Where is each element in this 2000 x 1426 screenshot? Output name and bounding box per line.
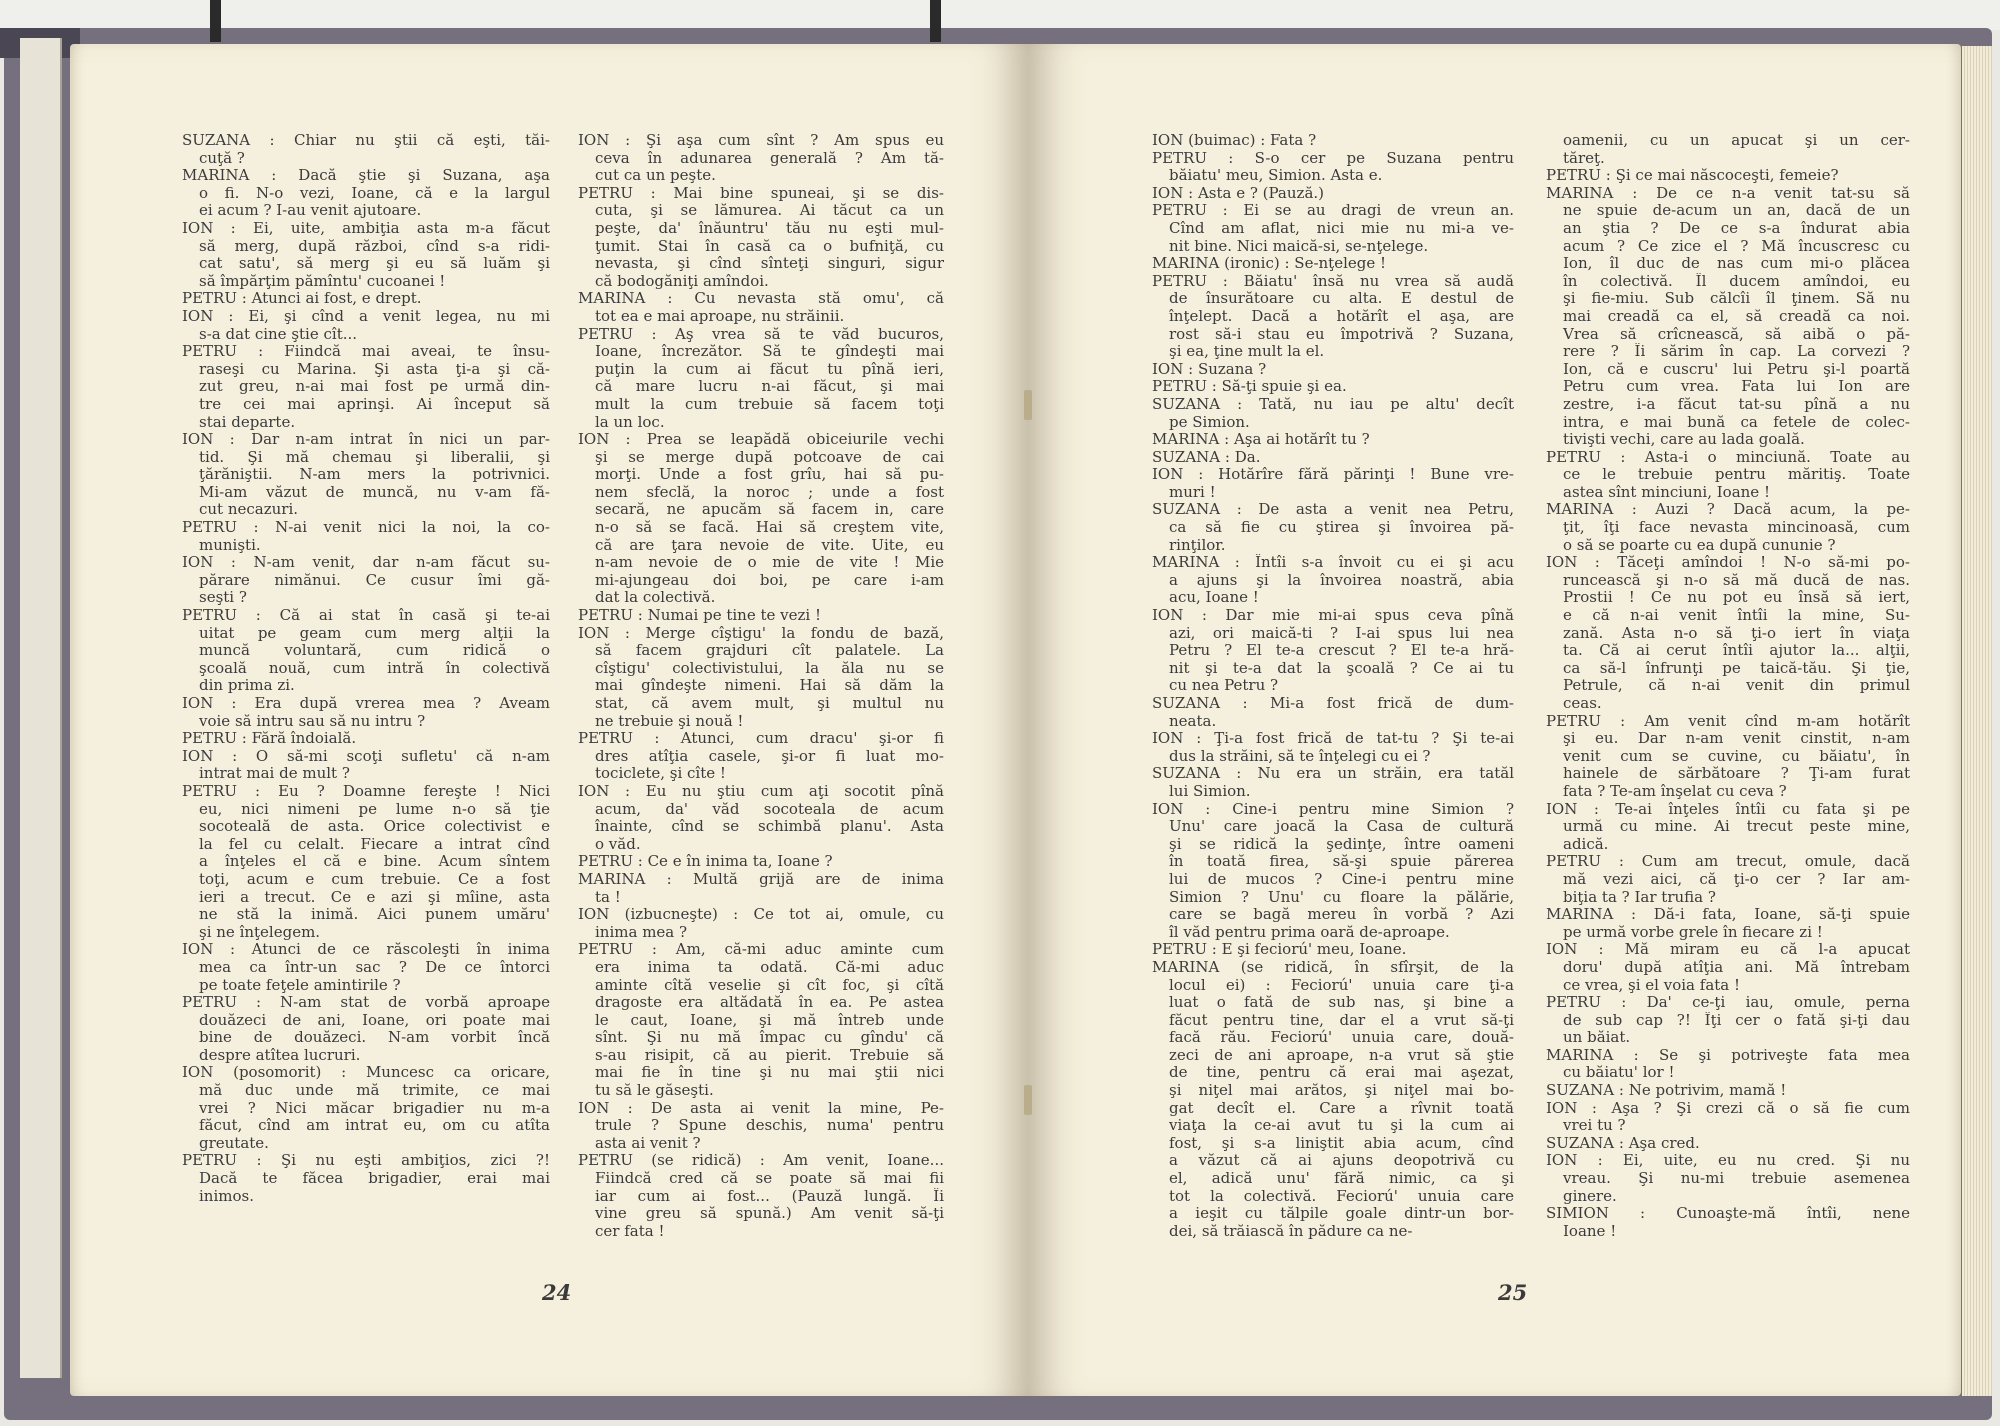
text-line: tid. Şi mă chemau şi liberalii, şi	[199, 448, 550, 466]
text-line: ION (buimac) : Fata ?	[1152, 132, 1317, 149]
text-line: peşte, da' înăuntru' tău nu eşti mul-	[595, 219, 944, 237]
text-line: sînt. Şi nu mă împac cu gîndu' că	[595, 1029, 944, 1047]
text-line: tre cei mai aprinşi. Ai început să	[199, 395, 550, 413]
text-line: ce vrea, şi el voia fata !	[1563, 976, 1741, 994]
text-line: intra, e mai bună ca fetele de colec-	[1563, 413, 1910, 431]
text-line: cat satu', să merg şi eu să luăm şi	[199, 255, 550, 273]
text-line: tăreţ.	[1563, 149, 1605, 167]
text-line: mă vezi aici, că ţi-o cer ? Iar am-	[1563, 870, 1910, 888]
text-line: trule ? Spune deschis, numa' pentru	[595, 1117, 944, 1135]
text-line: an ştia ? De ce s-a îndurat abia	[1563, 219, 1910, 237]
text-line: Vrea să crîcnească, să aibă o pă-	[1563, 325, 1910, 343]
text-line: PETRU : E şi feciorú' meu, Ioane.	[1152, 941, 1407, 959]
text-line: ţit, îţi face nevasta mincinoasă, cum	[1563, 519, 1910, 537]
left-page-stack	[20, 38, 62, 1378]
text-line: înainte, cînd se schimbă planu'. Asta	[595, 818, 944, 836]
text-line: eu, nici nimeni pe lume n-o să ţie	[199, 800, 550, 818]
bookmark-ribbon	[930, 0, 941, 42]
text-line: lui Simion.	[1169, 782, 1251, 800]
text-line: să facem grajduri cît palatele. La	[595, 642, 944, 660]
text-line: că mare lucru n-ai făcut, şi mai	[595, 378, 944, 396]
text-line: zană. Asta n-o să ţi-o iert în viaţa	[1563, 624, 1910, 642]
text-line: stai departe.	[199, 413, 296, 431]
text-line: mult la cum trebuie să facem toţi	[595, 395, 944, 413]
text-line: băiatu' meu, Simion. Asta e.	[1169, 167, 1383, 185]
text-line: ceas.	[1563, 695, 1602, 712]
text-line: PETRU : Atunci ai fost, e drept.	[182, 290, 422, 308]
text-line: cîştigu' colectivistului, la ăla nu se	[595, 659, 944, 677]
text-line: raseşi cu Marina. Şi asta ţi-a şi că-	[199, 360, 550, 378]
text-line: ta !	[595, 888, 621, 906]
text-line: Ioane, încrezător. Să te gîndeşti mai	[595, 343, 944, 361]
text-line: ţumit. Stai în casă ca o bufniţă, cu	[595, 237, 944, 255]
text-line: viaţa la ce-ai avut tu şi la cum ai	[1169, 1117, 1514, 1135]
text-line: să merg, după război, cînd s-a ridi-	[199, 237, 550, 255]
text-line: pe urmă vorbe grele în fiecare zi !	[1563, 923, 1823, 941]
text-line: şi ea, ţine mult la el.	[1169, 343, 1325, 361]
text-line: ca să-l înfrunţi pe taică-tău. Şi ţie,	[1563, 659, 1910, 677]
top-background	[0, 0, 2000, 30]
text-line: PETRU : Asta-i o minciună. Toate au	[1546, 448, 1910, 466]
text-line: inima mea ?	[595, 923, 688, 941]
text-line: ION : Ei, uite, eu nu cred. Şi nu	[1546, 1152, 1910, 1170]
text-line: tot la colectivă. Feciorú' unuia care	[1169, 1187, 1514, 1205]
text-line: n-o să se facă. Hai să creştem vite,	[595, 519, 944, 537]
text-line: douăzeci de ani, Ioane, ori poate mai	[199, 1011, 550, 1029]
text-line: ION : Eu nu ştiu cum aţi socotit pînă	[578, 782, 944, 800]
text-line: în toată firea, să-şi spuie părerea	[1169, 853, 1514, 871]
text-line: zeci de ani aproape, n-a vrut să ştie	[1169, 1046, 1514, 1064]
text-line: nit bine. Nici maică-si, se-nţelege.	[1169, 237, 1429, 255]
text-line: că are ţara nevoie de vite. Uite, eu	[595, 536, 944, 554]
text-line: ei acum ? I-au venit ajutoare.	[199, 202, 422, 220]
text-line: secară, ne apucăm să facem in, care	[595, 501, 944, 519]
text-line: ION : Cine-i pentru mine Simion ?	[1152, 800, 1514, 818]
text-line: fost, şi s-a liniştit abia acum, cînd	[1169, 1134, 1514, 1152]
text-line: de sub cap ?! Îţi cer o fată şi-ţi dau	[1563, 1011, 1910, 1029]
text-line: Ion, îl duc de nas cum mi-o plăcea	[1563, 255, 1910, 273]
text-line: ION : Atunci de ce răscoleşti în inima	[182, 941, 550, 959]
text-line: asta ai venit ?	[595, 1134, 701, 1152]
page-number: 24	[542, 1280, 572, 1305]
text-line: nem sfeclă, la noroc ; unde a fost	[595, 483, 944, 501]
text-line: dus la străini, să te înţelegi cu ei ?	[1169, 747, 1431, 765]
text-line: ION : Mă miram eu că l-a apucat	[1546, 941, 1910, 959]
text-line: la fel cu celalt. Fiecare a intrat cînd	[199, 835, 550, 853]
text-line: morţi. Unde a fost grîu, hai să pu-	[595, 466, 944, 484]
text-line: MARINA : Întîi s-a învoit cu ei şi acu	[1152, 554, 1514, 572]
text-line: a ieşit cu tălpile goale dintr-un bor-	[1169, 1205, 1514, 1223]
text-line: SUZANA : Ne potrivim, mamă !	[1546, 1082, 1787, 1100]
text-line: urmă cu mine. Ai trecut peste mine,	[1563, 818, 1910, 836]
text-line: o fi. N-o vezi, Ioane, că e la largul	[199, 184, 550, 202]
text-line: MARINA (ironic) : Se-nţelege !	[1152, 255, 1387, 273]
text-line: venit cum se cuvine, cu băiatu', în	[1563, 747, 1910, 765]
text-line: ION : Ei, şi cînd a venit legea, nu mi	[182, 307, 550, 325]
text-line: fata ? Te-am înşelat cu ceva ?	[1563, 782, 1787, 800]
text-line: făcut, cînd am intrat eu, om cu atîta	[199, 1117, 550, 1135]
text-line: şi niţel mai arătos, şi niţel mai bo-	[1169, 1082, 1514, 1100]
text-line: şcoală nouă, cum intră în colectivă	[199, 659, 550, 677]
text-line: un băiat.	[1563, 1029, 1631, 1047]
text-line: tu să le găseşti.	[595, 1082, 714, 1100]
text-line: Prostii ! Ce nu pot eu însă să iert,	[1563, 589, 1910, 607]
text-line: PETRU : Fără îndoială.	[182, 730, 357, 748]
text-line: de tine, pentru că erai mai aşezat,	[1169, 1064, 1514, 1082]
text-line: îl văd pentru prima oară de-aproape.	[1169, 923, 1450, 941]
text-line: ION : Asta e ? (Pauză.)	[1152, 184, 1325, 202]
text-line: ca să fie cu ştirea şi învoirea pă-	[1169, 519, 1514, 537]
text-line: PETRU : Că ai stat în casă şi te-ai	[182, 607, 550, 625]
text-line: ginere.	[1563, 1187, 1617, 1205]
text-line: PETRU : Mai bine spuneai, şi se dis-	[578, 184, 944, 202]
text-line: a văzut că ai ajuns deopotrivă cu	[1169, 1152, 1514, 1170]
text-line: SUZANA : Aşa cred.	[1546, 1134, 1700, 1152]
text-line: muncă voluntară, cum ridică o	[199, 642, 550, 660]
text-line: MARINA : De ce n-a venit tat-su să	[1546, 184, 1910, 202]
text-line: SUZANA : De asta a venit nea Petru,	[1152, 501, 1514, 519]
text-line: SUZANA : Tată, nu iau pe altu' decît	[1152, 395, 1514, 413]
right-page-stack	[1962, 46, 1992, 1396]
text-line: PETRU : N-am stat de vorbă aproape	[182, 994, 550, 1012]
text-line: PETRU : Băiatu' însă nu vrea să audă	[1152, 272, 1514, 290]
text-line: tociclete, şi cîte !	[595, 765, 726, 783]
text-line: SUZANA : Da.	[1152, 448, 1261, 466]
text-line: SUZANA : Mi-a fost frică de dum-	[1152, 695, 1514, 712]
text-line: uitat pe geam cum merg alţii la	[199, 624, 550, 642]
text-line: ION : Tăceţi amîndoi ! N-o să-mi po-	[1546, 554, 1910, 572]
text-line: neata.	[1169, 712, 1217, 730]
text-line: părare nimănui. Ce cusur îmi gă-	[199, 571, 550, 589]
text-line: Petru cum vrea. Fata lui Ion are	[1563, 378, 1910, 396]
text-line: stat, că avem mult, şi multul nu	[595, 695, 944, 712]
text-line: mă duc unde mă trimite, ce mai	[199, 1082, 550, 1100]
text-line: azi, ori maică-ti ? I-ai spus lui nea	[1169, 624, 1514, 642]
text-line: ne trebuie şi nouă !	[595, 712, 744, 730]
text-line: cuţă ?	[199, 149, 245, 167]
text-line: mi-ajungeau doi boi, pe care i-am	[595, 571, 944, 589]
text-line: PETRU (se ridică) : Am venit, Ioane...	[578, 1152, 944, 1170]
text-line: vreau. Şi nu-mi trebuie asemenea	[1563, 1170, 1910, 1188]
text-line: rost să-i stau eu împotrivă ? Suzana,	[1169, 325, 1514, 343]
text-line: ION : Ţi-a fost frică de tat-tu ? Şi te-ai	[1152, 730, 1514, 748]
text-line: le caut, Ioane, şi mă întreb unde	[595, 1011, 944, 1029]
text-line: bine de douăzeci. N-am vorbit încă	[199, 1029, 550, 1047]
text-line: MARINA : Dacă ştie şi Suzana, aşa	[182, 167, 550, 185]
text-line: că bodogăniţi amîndoi.	[595, 272, 769, 290]
text-line: MARINA (se ridică, în sfîrşit, de la	[1152, 958, 1514, 976]
text-line: seşti ?	[199, 589, 247, 607]
text-line: acum, da' văd socoteala de acum	[595, 800, 944, 818]
text-line: PETRU : Ei se au dragi de vreun an.	[1152, 202, 1514, 220]
text-line: s-au risipit, că au pierit. Trebuie să	[595, 1046, 944, 1064]
text-line: în colectivă. Îl ducem amîndoi, eu	[1563, 272, 1910, 290]
text-line: ION : Te-ai înţeles întîi cu fata şi pe	[1546, 800, 1910, 818]
text-line: ION : Dar mie mi-ai spus ceva pînă	[1152, 607, 1514, 625]
text-line: PETRU : Să-ţi spuie şi ea.	[1152, 378, 1347, 396]
text-line: PETRU : Şi ce mai născoceşti, femeie?	[1546, 167, 1839, 185]
text-line: cer fata !	[595, 1222, 665, 1240]
text-line: locul ei) : Feciorú' unuia care ţi-a	[1169, 976, 1514, 994]
text-line: astea sînt minciuni, Ioane !	[1563, 483, 1770, 501]
text-line: dei, să trăiască în pădure ca ne-	[1169, 1222, 1413, 1240]
text-line: n-am nevoie de o mie de vite ! Mie	[595, 554, 944, 572]
text-line: PETRU : N-ai venit nici la noi, la co-	[182, 519, 550, 537]
text-line: rinţilor.	[1169, 536, 1226, 554]
text-line: acum ? Ce zice el ? Mă încuscresc cu	[1563, 237, 1910, 255]
text-line: s-a dat cine ştie cît...	[199, 325, 358, 343]
text-line: Fiindcă cred că se poate să mai fii	[595, 1170, 944, 1188]
text-line: intrat mai de mult ?	[199, 765, 350, 783]
text-line: MARINA : Se şi potriveşte fata mea	[1546, 1046, 1910, 1064]
text-line: Dacă te făcea brigadier, erai mai	[199, 1170, 550, 1188]
text-line: Ion, că e cuscru' lui Petru şi-l poartă	[1563, 360, 1910, 378]
text-line: MARINA : Aşa ai hotărît tu ?	[1152, 431, 1370, 449]
binding-thread	[1024, 390, 1032, 420]
text-line: ION : De asta ai venit la mine, Pe-	[578, 1099, 944, 1117]
text-line: toţi, acum e cum trebuie. Ce a fost	[199, 870, 550, 888]
text-line: runcească şi n-o să mă ducă de nas.	[1563, 571, 1910, 589]
text-line: biţia ta ? Iar trufia ?	[1563, 888, 1716, 906]
text-line: SUZANA : Nu era un străin, era tatăl	[1152, 765, 1514, 783]
text-line: ION : N-am venit, dar n-am făcut su-	[182, 554, 550, 572]
text-line: să împărţim pămîntu' cucoanei !	[199, 272, 446, 290]
text-line: cuta, şi se lămurea. Ai tăcut ca un	[595, 202, 944, 220]
text-line: care se bagă mereu în vorbă ? Azi	[1169, 906, 1514, 924]
text-line: şi fie-miu. Sub călcîi îl ţinem. Să nu	[1563, 290, 1910, 308]
text-line: ION : Şi aşa cum sînt ? Am spus eu	[578, 132, 944, 149]
text-line: ION : Suzana ?	[1152, 360, 1267, 378]
text-line: PETRU : Fiindcă mai aveai, te însu-	[182, 343, 550, 361]
text-line: munişti.	[199, 536, 261, 554]
text-line: şi se ridică la şedinţe, între oameni	[1169, 835, 1514, 853]
text-line: mai creadă ca el, să creadă ca noi.	[1563, 307, 1910, 325]
text-column	[182, 132, 550, 1312]
text-line: MARINA : Multă grijă are de inima	[578, 870, 944, 888]
text-line: vine greu să spună.) Am venit să-ţi	[595, 1205, 944, 1223]
text-line: Cînd am aflat, nici mie nu mi-a ve-	[1169, 219, 1514, 237]
text-line: şi se merge după potcoave de cai	[595, 448, 944, 466]
text-line: tivişti vechi, care au lada goală.	[1563, 431, 1805, 449]
text-line: ION : Prea se leapădă obiceiurile vechi	[578, 431, 944, 449]
text-line: mai fie în tine şi nu mai ştii nici	[595, 1064, 944, 1082]
text-line: iar cum ai fost... (Pauză lungă. Îi	[595, 1187, 944, 1205]
text-line: inimos.	[199, 1187, 254, 1205]
text-line: doru' după atîţia ani. Mă întrebam	[1563, 958, 1910, 976]
text-line: muri !	[1169, 483, 1216, 501]
text-line: Unu' care joacă la Casa de cultură	[1169, 818, 1514, 836]
text-line: PETRU : Aş vrea să te văd bucuros,	[578, 325, 944, 343]
text-line: e că n-ai venit întîi la mine, Su-	[1563, 607, 1910, 625]
text-line: era inima ta odată. Că-mi aduc	[595, 958, 944, 976]
text-line: PETRU : Eu ? Doamne fereşte ! Nici	[182, 782, 550, 800]
text-line: MARINA : Dă-i fata, Ioane, să-ţi spuie	[1546, 906, 1910, 924]
text-line: PETRU : Da' ce-ţi iau, omule, perna	[1546, 994, 1910, 1012]
text-line: şi ne înţelegem.	[199, 923, 321, 941]
text-line: ION (izbucneşte) : Ce tot ai, omule, cu	[578, 906, 944, 924]
text-line: şi eu. Dar n-am venit cinstit, n-am	[1563, 730, 1910, 748]
text-line: dres atîţia casele, şi-or fi luat mo-	[595, 747, 944, 765]
text-line: Ioane !	[1563, 1222, 1617, 1240]
text-line: nevasta, şi cînd sînteţi singuri, sigur	[595, 255, 944, 273]
text-line: de însurătoare cu alta. E destul de	[1169, 290, 1514, 308]
text-line: ce le trebuie pentru măritiş. Toate	[1563, 466, 1910, 484]
text-line: pe toate feţele amintirile ?	[199, 976, 401, 994]
text-line: cut necazuri.	[199, 501, 299, 519]
text-line: dat la colectivă.	[595, 589, 716, 607]
text-line: ION : Merge cîştigu' la fondu de bază,	[578, 624, 944, 642]
text-line: ION : O să-mi scoţi sufletu' că n-am	[182, 747, 550, 765]
text-line: adică.	[1563, 835, 1609, 853]
text-line: o văd.	[595, 835, 641, 853]
text-line: Mi-am văzut de muncă, nu v-am fă-	[199, 483, 550, 501]
text-line: hainele de sărbătoare ? Ţi-am furat	[1563, 765, 1910, 783]
text-line: cut ca un peşte.	[595, 167, 716, 185]
text-line: a ajuns şi la învoirea noastră, abia	[1169, 571, 1514, 589]
text-line: ta. Că ai cerut întîi ajutor la... alţii,	[1563, 642, 1910, 660]
text-line: cu băiatu' lor !	[1563, 1064, 1675, 1082]
text-line: PETRU : S-o cer pe Suzana pentru	[1152, 149, 1514, 167]
bookmark-ribbon	[210, 0, 221, 42]
text-line: ţărăniştii. N-am mers la potrivnici.	[199, 466, 550, 484]
text-line: voie să intru sau să nu intru ?	[199, 712, 426, 730]
text-line: Simion ? Unu' cu floare la pălărie,	[1169, 888, 1514, 906]
text-line: puţin la cum ai făcut tu pînă ieri,	[595, 360, 944, 378]
text-line: acu, Ioane !	[1169, 589, 1259, 607]
text-line: PETRU : Numai pe tine te vezi !	[578, 607, 821, 625]
text-line: PETRU : Am, că-mi aduc aminte cum	[578, 941, 944, 959]
text-line: ION : Dar n-am intrat în nici un par-	[182, 431, 550, 449]
text-line: ceva în adunarea generală ? Am tă-	[595, 149, 944, 167]
text-line: zestre, i-a făcut tat-su pînă a nu	[1563, 395, 1910, 413]
text-line: înţelept. Dacă a hotărît el aşa, are	[1169, 307, 1514, 325]
text-line: PETRU : Am venit cînd m-am hotărît	[1546, 712, 1910, 730]
text-line: PETRU : Cum am trecut, omule, dacă	[1546, 853, 1910, 871]
text-column	[578, 132, 944, 1312]
text-line: Petru ? El te-a crescut ? El te-a hră-	[1169, 642, 1514, 660]
text-line: lui de mucos ? Cine-i pentru mine	[1169, 870, 1514, 888]
text-line: zut greu, n-ai mai fost pe urmă din-	[199, 378, 550, 396]
left-page	[70, 44, 1028, 1396]
text-line: PETRU : Ce e în inima ta, Ioane ?	[578, 853, 833, 871]
binding-thread	[1024, 1085, 1032, 1115]
text-line: SUZANA : Chiar nu ştii că eşti, tăi-	[182, 132, 550, 149]
text-line: a înţeles el că e bine. Acum sîntem	[199, 853, 550, 871]
text-line: nit şi te-a dat la şcoală ? Ce ai tu	[1169, 659, 1514, 677]
text-line: ION : Ei, uite, ambiţia asta m-a făcut	[182, 219, 550, 237]
text-line: mai gîndeşte nimeni. Hai să dăm la	[595, 677, 944, 695]
text-column	[1152, 132, 1514, 1312]
right-page	[1028, 44, 1961, 1396]
text-line: greutate.	[199, 1134, 269, 1152]
text-line: dragoste era altădată în ea. Pe astea	[595, 994, 944, 1012]
text-line: facă rău. Feciorú' unuia care, două-	[1169, 1029, 1514, 1047]
text-line: rere ? Îi sărim în cap. La corvezi ?	[1563, 343, 1910, 361]
text-line: mea ca într-un sac ? De ce întorci	[199, 958, 550, 976]
text-line: MARINA : Auzi ? Dacă acum, la pe-	[1546, 501, 1910, 519]
text-line: PETRU : Atunci, cum dracu' şi-or fi	[578, 730, 944, 748]
text-line: MARINA : Cu nevasta stă omu', că	[578, 290, 944, 308]
text-line: la un loc.	[595, 413, 665, 431]
text-line: oamenii, cu un apucat şi un cer-	[1563, 132, 1910, 149]
text-line: PETRU : Şi nu eşti ambiţios, zici ?!	[182, 1152, 550, 1170]
text-line: SIMION : Cunoaşte-mă întîi, nene	[1546, 1205, 1910, 1223]
text-line: făcut pentru tine, dar el a vrut să-ţi	[1169, 1011, 1514, 1029]
text-line: aminte cîtă veselie şi cît foc, şi cîtă	[595, 976, 944, 994]
text-line: socoteală de asta. Orice colectivist e	[199, 818, 550, 836]
text-line: ION : Era după vrerea mea ? Aveam	[182, 695, 550, 712]
text-line: ieri a trecut. Ce e azi şi mîine, asta	[199, 888, 550, 906]
text-line: luat o fată de sub nas, şi bine a	[1169, 994, 1514, 1012]
text-column	[1546, 132, 1910, 1312]
text-line: pe Simion.	[1169, 413, 1250, 431]
text-line: ne stă la inimă. Aici punem umăru'	[199, 906, 550, 924]
page-number: 25	[1498, 1280, 1528, 1305]
text-line: din prima zi.	[199, 677, 295, 695]
text-line: ne spuie de-acum un an, dacă de un	[1563, 202, 1910, 220]
text-line: tot ea e mai aproape, nu străinii.	[595, 307, 845, 325]
text-line: o să se poarte cu ea după cununie ?	[1563, 536, 1836, 554]
text-line: despre atîtea lucruri.	[199, 1046, 361, 1064]
text-line: ION : Hotărîre fără părinţi ! Bune vre-	[1152, 466, 1514, 484]
text-line: gat decît el. Care a rîvnit toată	[1169, 1099, 1514, 1117]
text-line: ION (posomorit) : Muncesc ca oricare,	[182, 1064, 550, 1082]
text-line: ION : Aşa ? Şi crezi că o să fie cum	[1546, 1099, 1910, 1117]
text-line: Petrule, că n-ai venit din primul	[1563, 677, 1910, 695]
text-line: vrei ? Nici măcar brigadier nu m-a	[199, 1099, 550, 1117]
text-line: cu nea Petru ?	[1169, 677, 1279, 695]
text-line: vrei tu ?	[1563, 1117, 1626, 1135]
text-line: el, adică unu' fără nimic, ca şi	[1169, 1170, 1514, 1188]
